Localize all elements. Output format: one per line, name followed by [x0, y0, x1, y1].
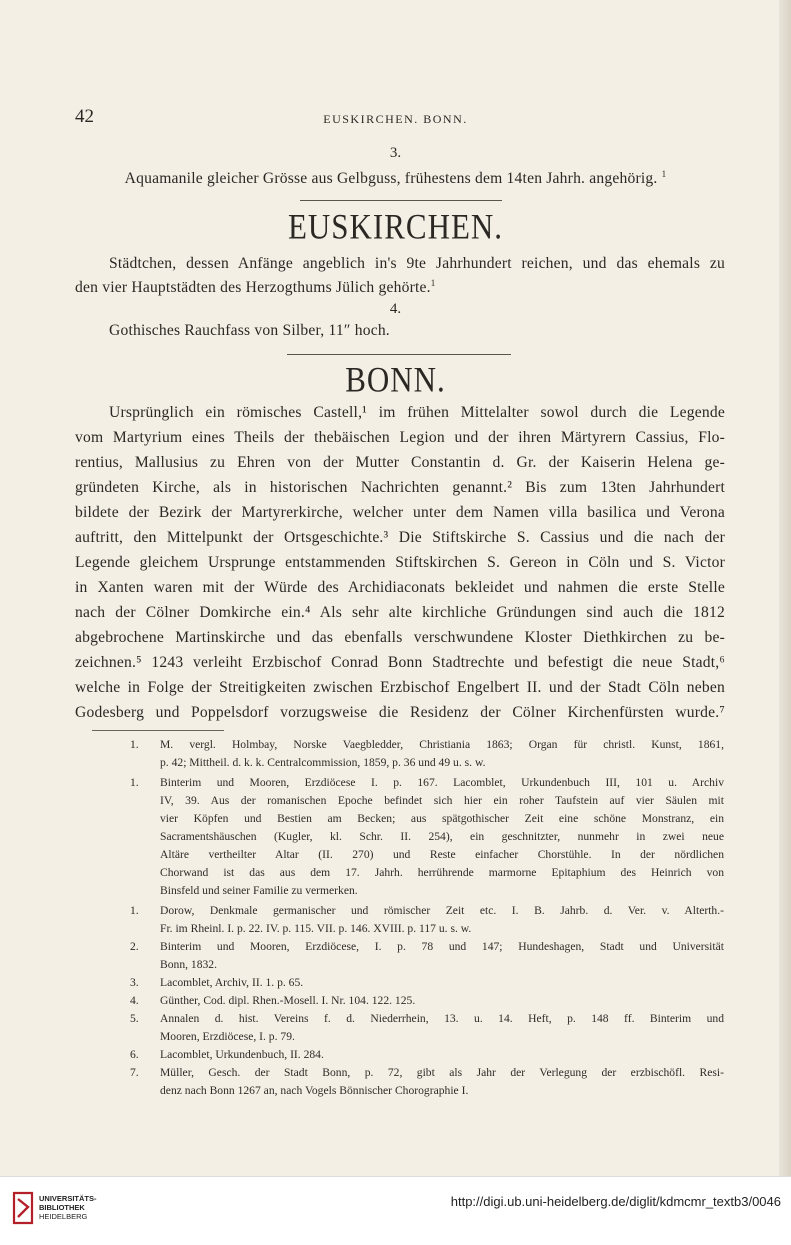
logo-text-line-3: HEIDELBERG [39, 1212, 88, 1221]
page-number: 42 [75, 106, 94, 127]
bonn-line: nach der Cölner Domkirche ein.⁴ Als sehr alte kirchliche Gründungen sind auch die 1812 [75, 604, 725, 621]
bonn-line: in Xanten waren mit der Würde des Archidiaconats bekleidet und nahmen die erste Stelle [75, 579, 725, 596]
footnote-number: 5. [130, 1012, 139, 1025]
footnote-line: Müller, Gesch. der Stadt Bonn, p. 72, gibt als Jahr der Verlegung der erzbischöfl. Resi- [160, 1066, 724, 1079]
footnote-number: 3. [130, 976, 139, 989]
bonn-line: Godesberg und Poppelsdorf vorzugsweise die Residenz der Cölner Kirchenfürsten wurde.⁷ [75, 704, 725, 721]
section-divider [300, 200, 502, 201]
aquamanile-footnote-ref: 1 [661, 169, 667, 179]
bonn-line: rentius, Mallusius zu Ehren von der Mutter Constantin d. Gr. der Kaiserin Helena ge- [75, 454, 725, 471]
running-head: EUSKIRCHEN. BONN. [323, 112, 468, 126]
footnote-line: Bonn, 1832. [160, 958, 218, 971]
footnote-line: Mooren, Erzdiöcese, I. p. 79. [160, 1030, 295, 1043]
footnote-line: Binterim und Mooren, Erzdiöcese I. p. 167. Lacomblet, Urkundenbuch III, 101 u. Archiv [160, 776, 724, 789]
aquamanile-text: Aquamanile gleicher Grösse aus Gelbguss, frühestens dem 14ten Jahrh. angehörig. [124, 170, 658, 188]
item-number-4: 4. [389, 301, 402, 317]
footnote-line: denz nach Bonn 1267 an, nach Vogels Bönnischer Chorographie I. [160, 1084, 469, 1097]
footnote-line: Altäre vertheilter Altar (II. 270) und Reste einfacher Chorstühle. In der nördlichen [160, 848, 724, 861]
item-number-3: 3. [389, 145, 402, 161]
footnote-number: 2. [130, 940, 139, 953]
euskirchen-line-1: Städtchen, dessen Anfänge angeblich in's 9te Jahrhundert reichen, und das ehemals zu [109, 255, 725, 272]
footnote-line: Binterim und Mooren, Erzdiöcese, I. p. 78 und 147; Hundeshagen, Stadt und Universität [160, 940, 724, 953]
logo-text-line-2: BIBLIOTHEK [39, 1203, 85, 1212]
bonn-line: Legende gleichem Ursprunge entstammenden Stiftskirchen S. Gereon in Cöln und S. Victor [75, 554, 725, 571]
euskirchen-item-text: Gothisches Rauchfass von Silber, 11″ hoch. [109, 322, 390, 339]
bonn-line: Ursprünglich ein römisches Castell,¹ im frühen Mittelalter sowol durch die Legende [109, 404, 725, 421]
footnote-line: vier Köpfen und Bestien am Becken; aus spätgothischer Zeit eine schöne Monstranz, ein [160, 812, 724, 825]
footnote-number: 1. [130, 904, 139, 917]
bonn-line: vom Martyrium eines Theils der thebäischen Legion und der ihren Märtyrern Cassius, Flo- [75, 429, 725, 446]
footnote-line: IV, 39. Aus der romanischen Epoche befindet sich hier ein roher Taufstein auf vier Säulen mit [160, 794, 724, 807]
library-logo-icon[interactable] [12, 1191, 34, 1230]
bonn-line: bildete der Bezirk der Martyrerkirche, welcher unter dem Namen villa basilica und Verona [75, 504, 725, 521]
bonn-line: zeichnen.⁵ 1243 verleiht Erzbischof Conrad Bonn Stadtrechte und befestigt die neue Stadt,⁶ [75, 654, 725, 671]
bonn-line: auftritt, den Mittelpunkt der Ortsgeschichte.³ Die Stiftskirche S. Cassius und die nach der [75, 529, 725, 546]
bonn-line: abgebrochene Martinskirche und das ebenfalls verschwundene Kloster Diethkirchen zu be- [75, 629, 725, 646]
footnote-number: 1. [130, 776, 139, 789]
logo-mark-outer [14, 1193, 32, 1223]
euskirchen-footnote-ref: 1 [430, 278, 436, 288]
footnote-number: 1. [130, 738, 139, 751]
bonn-line: welche in Folge der Streitigkeiten zwischen Erzbischof Engelbert II. und der Stadt Cöln neben [75, 679, 725, 696]
footnote-line: Annalen d. hist. Vereins f. d. Niederrhein, 13. u. 14. Heft, p. 148 ff. Binterim und [160, 1012, 724, 1025]
footnote-line: Chorwand ist das aus dem 17. Jahrh. herrührende marmorne Epitaphium des Heinrich von [160, 866, 724, 879]
heading-bonn: BONN. [345, 359, 446, 400]
footnote-line: Dorow, Denkmale germanischer und römischer Zeit etc. I. B. Jahrb. d. Ver. v. Alterth.- [160, 904, 724, 917]
heading-euskirchen: EUSKIRCHEN. [287, 206, 504, 247]
euskirchen-line-2-text: den vier Hauptstädten des Herzogthums Jülich gehörte. [75, 279, 431, 297]
footnote-number: 7. [130, 1066, 139, 1079]
viewer-footer [0, 1176, 791, 1245]
logo-mark-inner [18, 1199, 28, 1217]
footnote-line: Lacomblet, Archiv, II. 1. p. 65. [160, 976, 304, 989]
footnote-number: 4. [130, 994, 139, 1007]
footnote-line: Lacomblet, Urkundenbuch, II. 284. [160, 1048, 324, 1061]
bonn-line: gründeten Kirche, als in historischen Nachrichten genannt.² Bis zum 13ten Jahrhundert [75, 479, 725, 496]
aquamanile-line [0, 169, 791, 188]
footnote-line: p. 42; Mittheil. d. k. k. Centralcommission, 1859, p. 36 und 49 u. s. w. [160, 756, 486, 769]
footnote-line: Sacramentshäuschen (Kugler, kl. Schr. II. 254), ein geschnitzter, nunmehr in zwei neue [160, 830, 724, 843]
footnote-line: M. vergl. Holmbay, Norske Vaegbledder, Christiania 1863; Organ für christl. Kunst, 1861, [160, 738, 724, 751]
euskirchen-line-2 [75, 278, 725, 297]
footnote-line: Günther, Cod. dipl. Rhen.-Mosell. I. Nr. 104. 122. 125. [160, 994, 416, 1007]
footnote-line: Binsfeld und seiner Familie zu vermerken. [160, 884, 358, 897]
logo-text-line-1: UNIVERSITÄTS- [39, 1194, 97, 1203]
footnote-rule [92, 730, 224, 731]
source-url-link[interactable]: http://digi.ub.uni-heidelberg.de/diglit/kdmcmr_textb3/0046 [450, 1194, 781, 1209]
footnote-number: 6. [130, 1048, 139, 1061]
section-divider-2 [287, 354, 511, 355]
footnote-line: Fr. im Rheinl. I. p. 22. IV. p. 115. VII. p. 146. XVIII. p. 117 u. s. w. [160, 922, 472, 935]
